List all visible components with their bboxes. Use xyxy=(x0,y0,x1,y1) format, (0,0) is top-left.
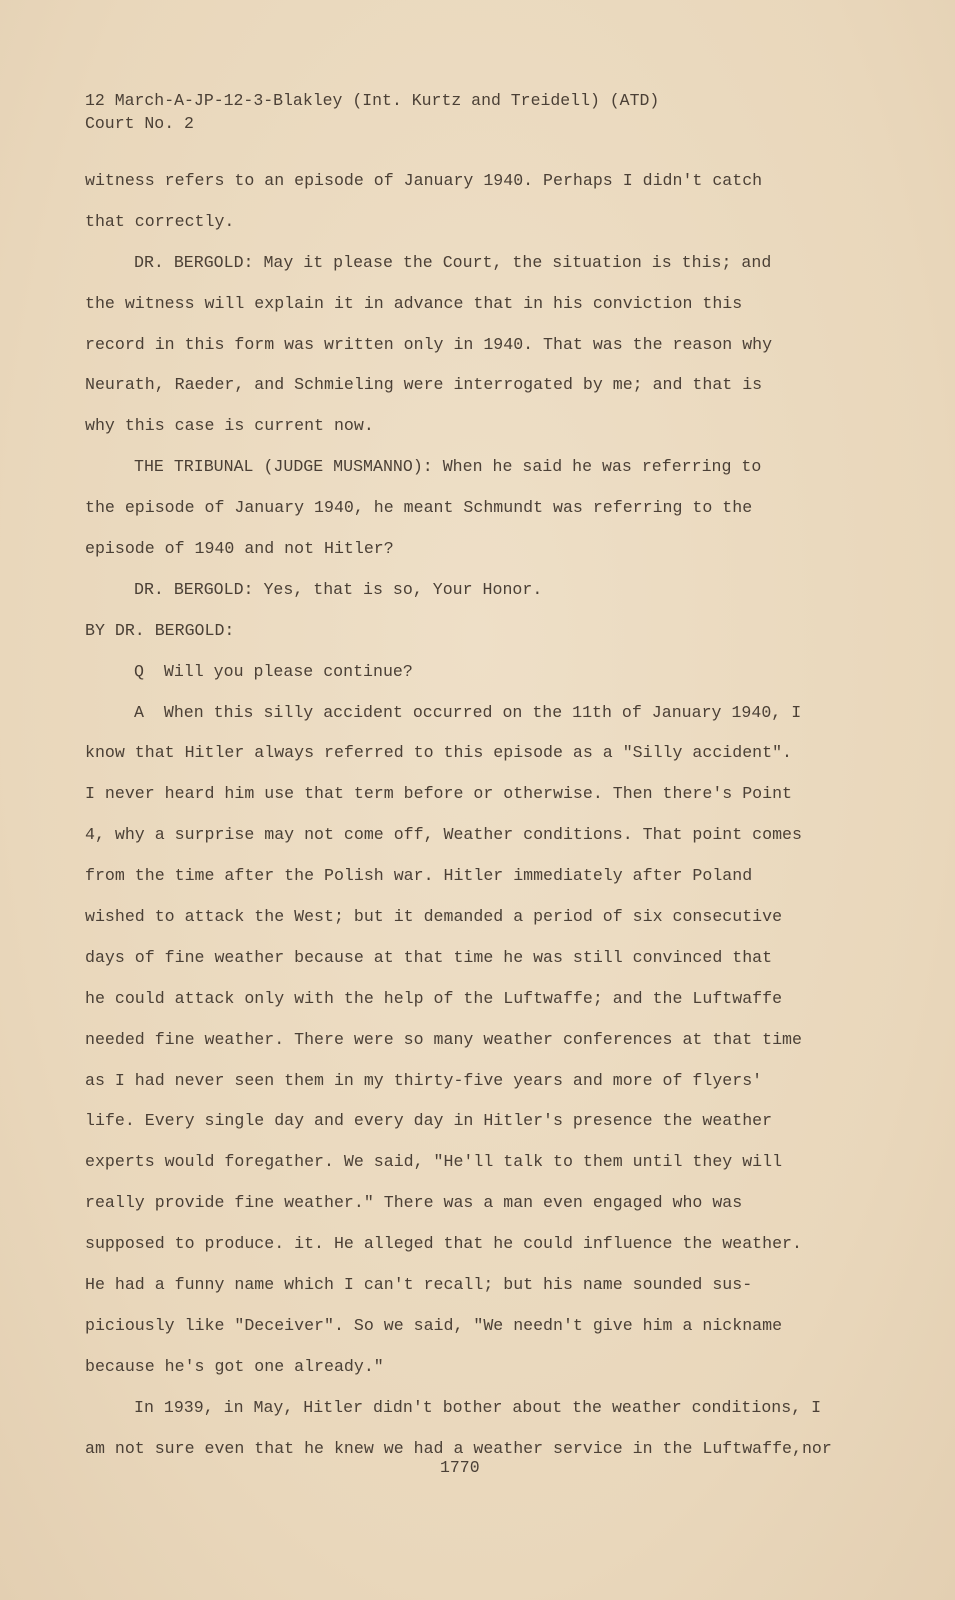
transcript-line: that correctly. xyxy=(85,211,235,231)
transcript-line: I never heard him use that term before or otherwise. Then there's Point xyxy=(85,784,793,804)
transcript-line: needed fine weather. There were so many weather conferences at that time xyxy=(85,1029,802,1049)
transcript-line: really provide fine weather." There was a man even engaged who was xyxy=(85,1193,743,1213)
transcript-line: the witness will explain it in advance that in his conviction this xyxy=(85,293,743,313)
transcript-line: In 1939, in May, Hitler didn't bother about the weather conditions, I xyxy=(134,1397,822,1417)
transcript-line: DR. BERGOLD: Yes, that is so, Your Honor. xyxy=(134,579,543,599)
transcript-line: 4, why a surprise may not come off, Weather conditions. That point comes xyxy=(85,825,802,845)
transcript-line: why this case is current now. xyxy=(85,416,374,436)
transcript-body xyxy=(85,170,832,1479)
transcript-line: Q Will you please continue? xyxy=(134,661,413,681)
transcript-line: witness refers to an episode of January 1940. Perhaps I didn't catch xyxy=(85,171,763,190)
transcript-line: record in this form was written only in 1940. That was the reason why xyxy=(85,334,773,354)
transcript-line: the episode of January 1940, he meant Schmundt was referring to the xyxy=(85,498,753,518)
transcript-line: from the time after the Polish war. Hitler immediately after Poland xyxy=(85,866,753,886)
transcript-line: A When this silly accident occurred on the 11th of January 1940, I xyxy=(134,702,802,722)
transcript-line: episode of 1940 and not Hitler? xyxy=(85,539,394,559)
transcript-line: as I had never seen them in my thirty-five years and more of flyers' xyxy=(85,1070,763,1090)
header-line-2: Court No. 2 xyxy=(85,114,194,133)
header-line-1: 12 March-A-JP-12-3-Blakley (Int. Kurtz and Treidell) (ATD) xyxy=(85,91,660,110)
page-number: 1770 xyxy=(440,1458,480,1477)
transcript-line: experts would foregather. We said, "He'll talk to them until they will xyxy=(85,1152,783,1172)
transcript-line: days of fine weather because at that time he was still convinced that xyxy=(85,947,773,967)
transcript-line: am not sure even that he knew we had a weather service in the Luftwaffe,nor xyxy=(85,1438,832,1458)
transcript-line: know that Hitler always referred to this episode as a "Silly accident". xyxy=(85,743,793,763)
transcript-line: life. Every single day and every day in Hitler's presence the weather xyxy=(85,1111,773,1131)
transcript-line: wished to attack the West; but it demanded a period of six consecutive xyxy=(85,907,783,927)
transcript-line: Neurath, Raeder, and Schmieling were interrogated by me; and that is xyxy=(85,375,763,395)
transcript-line: BY DR. BERGOLD: xyxy=(85,620,235,640)
transcript-line: He had a funny name which I can't recall; but his name sounded sus- xyxy=(85,1275,753,1295)
transcript-line: THE TRIBUNAL (JUDGE MUSMANNO): When he said he was referring to xyxy=(134,457,762,477)
transcript-line: he could attack only with the help of the Luftwaffe; and the Luftwaffe xyxy=(85,988,783,1008)
transcript-line: DR. BERGOLD: May it please the Court, the situation is this; and xyxy=(134,252,772,272)
transcript-line: supposed to produce. it. He alleged that he could influence the weather. xyxy=(85,1234,802,1254)
transcript-line: piciously like "Deceiver". So we said, "We needn't give him a nickname xyxy=(85,1315,783,1335)
transcript-line: because he's got one already." xyxy=(85,1356,384,1376)
